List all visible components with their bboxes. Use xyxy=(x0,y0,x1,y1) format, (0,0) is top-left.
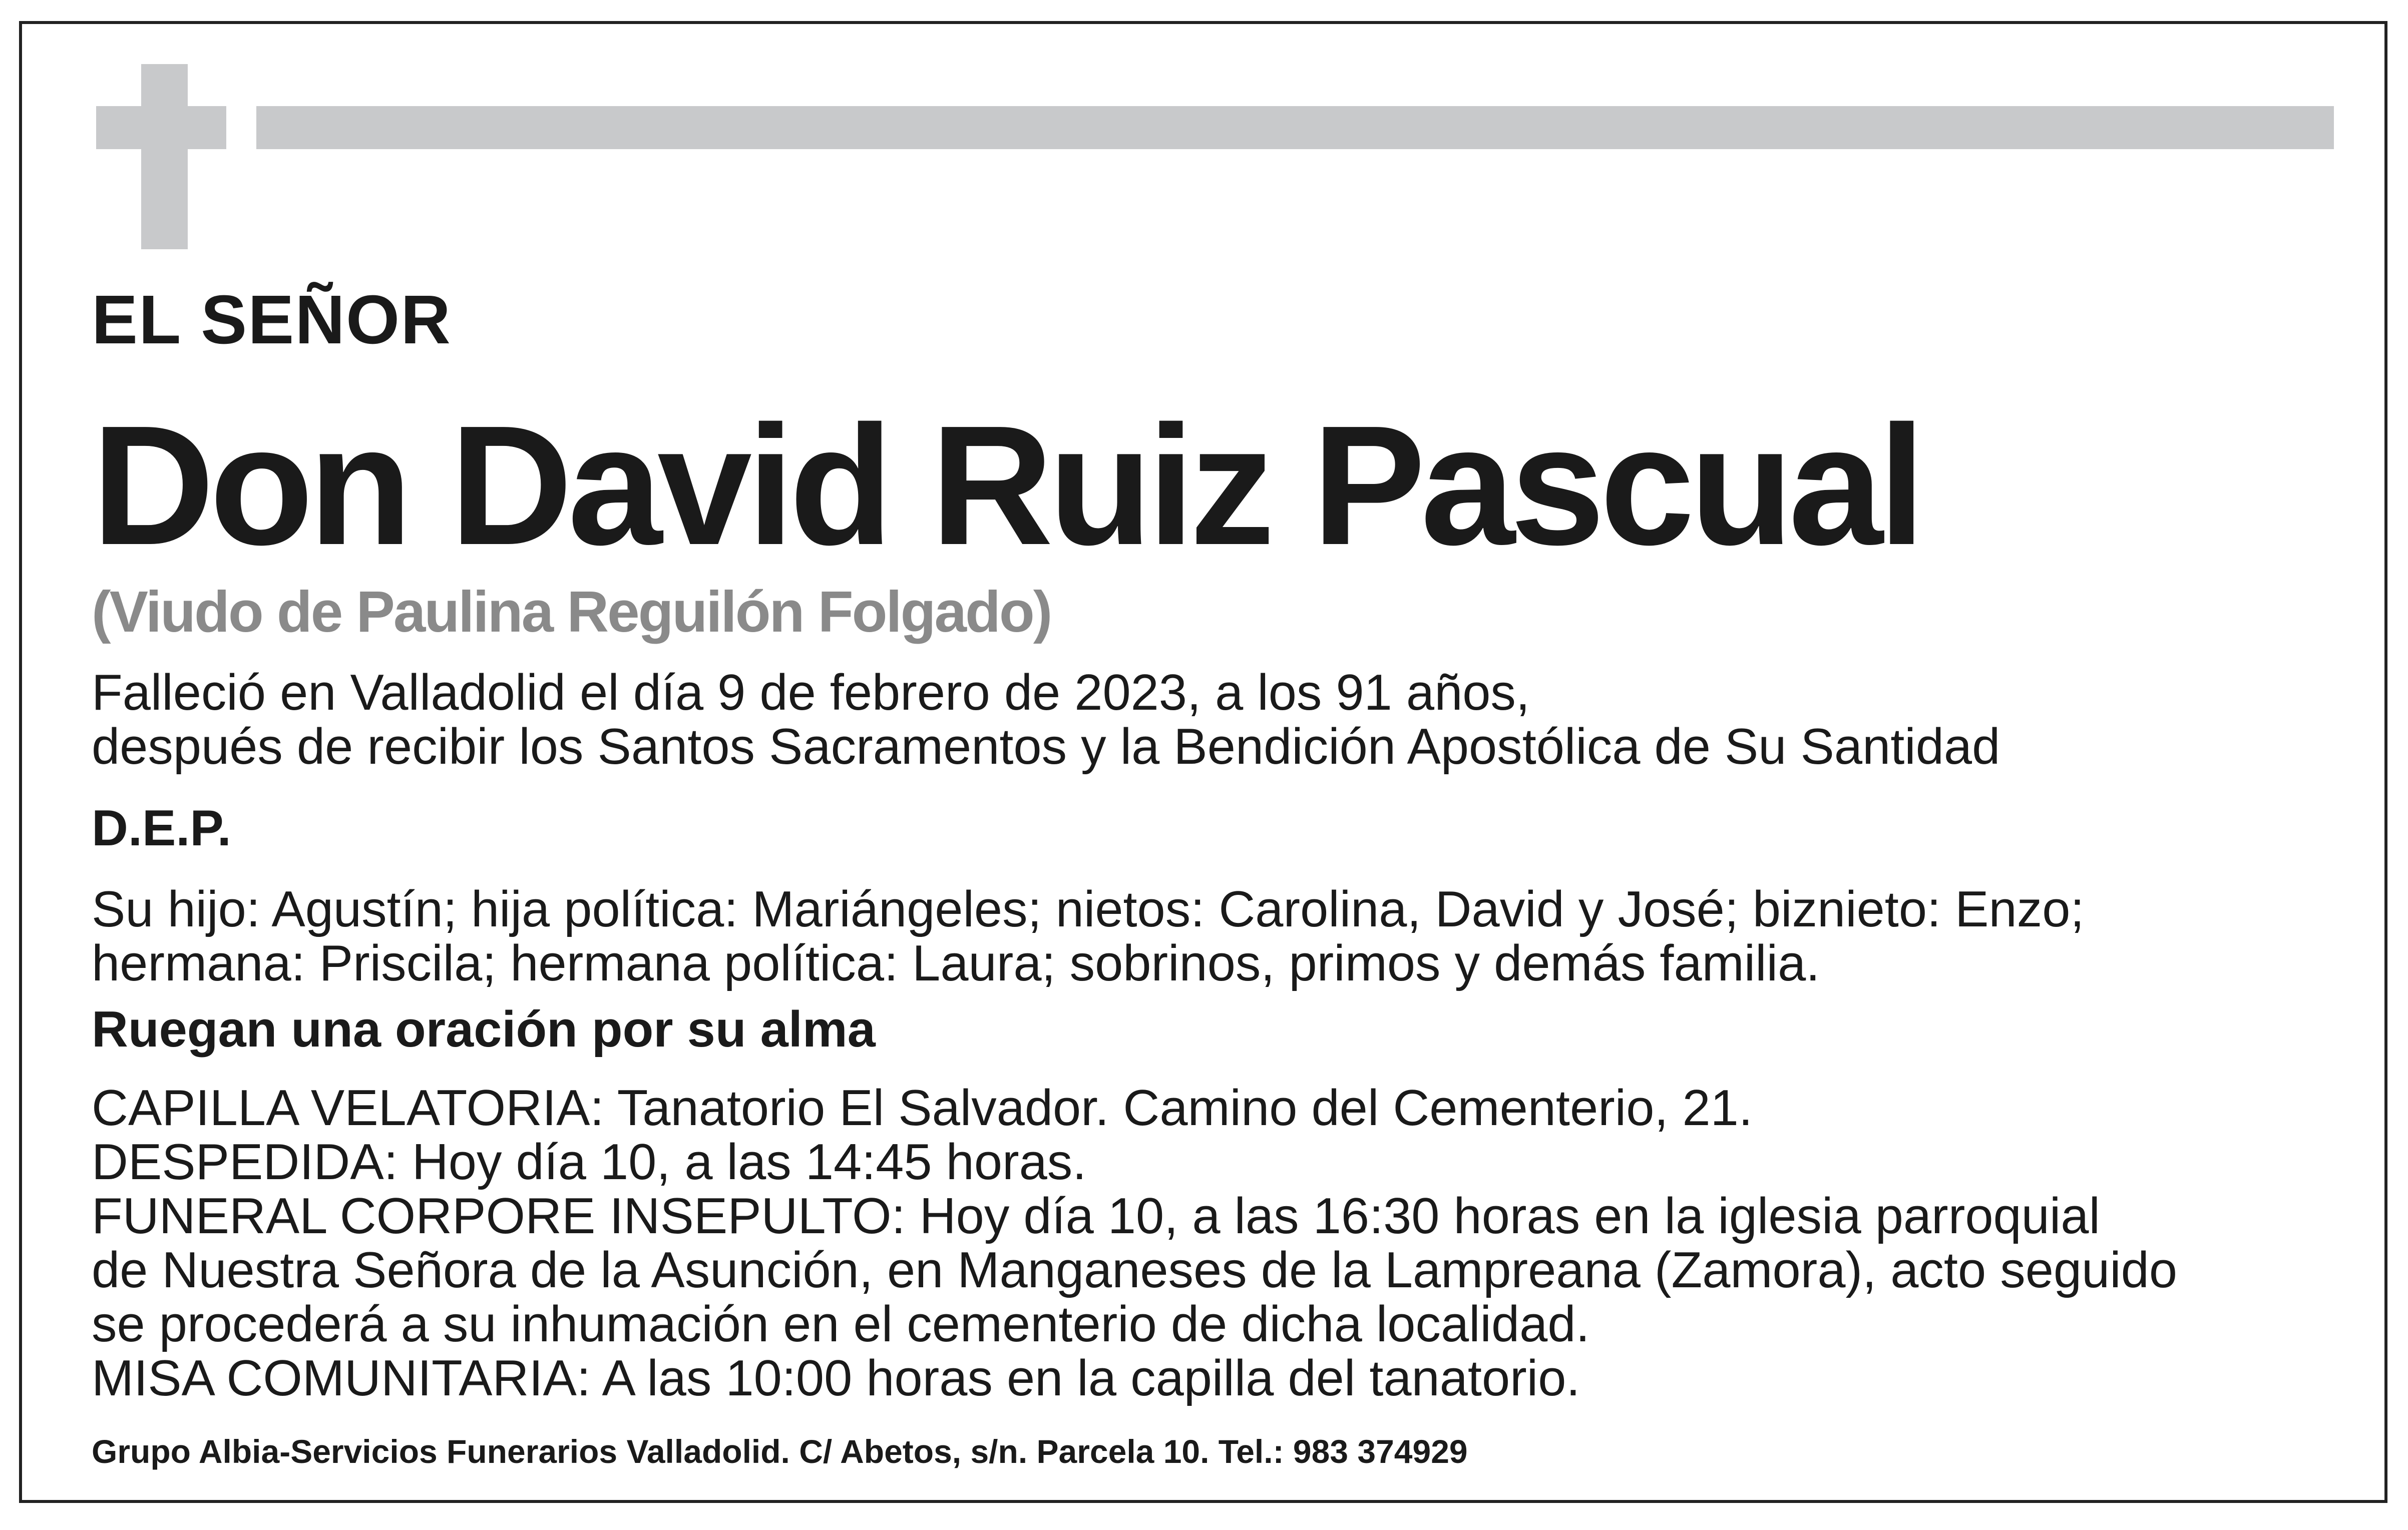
funeral-home-footer: Grupo Albia-Servicios Funerarios Valladolid. C/ Abetos, s/n. Parcela 10. Tel.: 983 374929 xyxy=(92,1433,1468,1470)
deceased-name: Don David Ruiz Pascual xyxy=(92,390,1921,581)
title-label: EL SEÑOR xyxy=(92,281,452,358)
service-details xyxy=(92,1081,2177,1405)
widow-of: (Viudo de Paulina Reguilón Folgado) xyxy=(92,579,1051,644)
service-line: DESPEDIDA: Hoy día 10, a las 14:45 horas. xyxy=(92,1134,1087,1190)
family-list xyxy=(92,882,2084,990)
dep-label: D.E.P. xyxy=(92,800,231,856)
service-line: se procederá a su inhumación en el cementerio de dicha localidad. xyxy=(92,1296,1590,1352)
service-line: de Nuestra Señora de la Asunción, en Manganeses de la Lampreana (Zamora), acto seguido xyxy=(92,1242,2178,1298)
service-line: FUNERAL CORPORE INSEPULTO: Hoy día 10, a las 16:30 horas en la iglesia parroquial xyxy=(92,1188,2100,1244)
prayer-request: Ruegan una oración por su alma xyxy=(92,1001,876,1058)
header-rule xyxy=(256,106,2334,149)
service-line: MISA COMUNITARIA: A las 10:00 horas en la capilla del tanatorio. xyxy=(92,1350,1580,1406)
death-line: Falleció en Valladolid el día 9 de febrero de 2023, a los 91 años, xyxy=(92,665,1530,721)
family-line: hermana: Priscila; hermana política: Laura; sobrinos, primos y demás familia. xyxy=(92,935,1820,991)
death-line: después de recibir los Santos Sacramentos y la Bendición Apostólica de Su Santidad xyxy=(92,719,2000,775)
cross-icon-arm xyxy=(96,106,226,149)
family-line: Su hijo: Agustín; hija política: Mariángeles; nietos: Carolina, David y José; biznieto: Enzo; xyxy=(92,881,2085,937)
cross-icon xyxy=(141,64,188,249)
death-details xyxy=(92,666,2000,774)
service-line: CAPILLA VELATORIA: Tanatorio El Salvador. Camino del Cementerio, 21. xyxy=(92,1080,1753,1136)
